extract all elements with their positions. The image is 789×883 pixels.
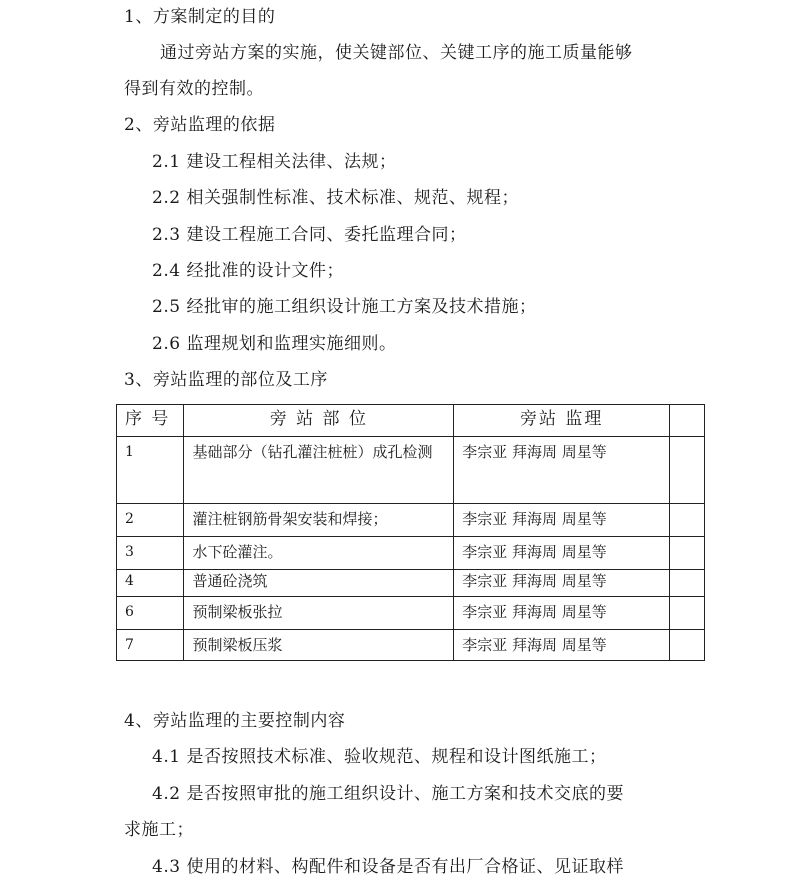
table-row	[117, 504, 705, 537]
section-4-heading: 4、旁站监理的主要控制内容	[124, 711, 346, 731]
table-row	[117, 597, 705, 630]
section-2-item-3: 2.3 建设工程施工合同、委托监理合同；	[152, 225, 467, 245]
section-1-paragraph-line-1: 通过旁站方案的实施，使关键部位、关键工序的施工质量能够	[160, 43, 633, 63]
cell-serial-number: 1	[117, 437, 184, 504]
section-2-item-6: 2.6 监理规划和监理实施细则。	[152, 334, 397, 354]
table-header-row	[117, 405, 705, 437]
cell-extra	[670, 597, 705, 630]
cell-part: 水下砼灌注。	[184, 537, 454, 570]
section-2-heading: 2、旁站监理的依据	[124, 115, 276, 135]
cell-serial-number: 2	[117, 504, 184, 537]
table-row	[117, 537, 705, 570]
section-2-item-5: 2.5 经批审的施工组织设计施工方案及技术措施；	[152, 297, 537, 317]
cell-part: 灌注桩钢筋骨架安装和焊接；	[184, 504, 454, 537]
cell-supervisors: 李宗亚 拜海周 周星等	[454, 570, 670, 597]
cell-extra	[670, 504, 705, 537]
section-4-item-3: 4.3 使用的材料、构配件和设备是否有出厂合格证、见证取样	[152, 857, 624, 877]
section-4-item-2-line-1: 4.2 是否按照审批的施工组织设计、施工方案和技术交底的要	[152, 784, 624, 804]
cell-serial-number: 3	[117, 537, 184, 570]
table-row	[117, 437, 705, 504]
cell-serial-number: 4	[117, 570, 184, 597]
header-serial-number: 序 号	[117, 405, 184, 437]
section-1-heading: 1、方案制定的目的	[124, 7, 276, 27]
section-3-heading: 3、旁站监理的部位及工序	[124, 370, 328, 390]
section-2-item-2: 2.2 相关强制性标准、技术标准、规范、规程；	[152, 188, 519, 208]
section-1-paragraph-line-2: 得到有效的控制。	[124, 79, 264, 99]
cell-extra	[670, 570, 705, 597]
cell-extra	[670, 437, 705, 504]
cell-extra	[670, 537, 705, 570]
section-2-item-1: 2.1 建设工程相关法律、法规；	[152, 152, 397, 172]
section-4-item-1: 4.1 是否按照技术标准、验收规范、规程和设计图纸施工；	[152, 747, 607, 767]
cell-part: 预制梁板张拉	[184, 597, 454, 630]
cell-supervisors: 李宗亚 拜海周 周星等	[454, 504, 670, 537]
cell-supervisors: 李宗亚 拜海周 周星等	[454, 537, 670, 570]
cell-serial-number: 7	[117, 630, 184, 661]
header-supervisors: 旁站 监理	[454, 405, 670, 437]
cell-part: 预制梁板压浆	[184, 630, 454, 661]
cell-part: 普通砼浇筑	[184, 570, 454, 597]
header-part: 旁 站 部 位	[184, 405, 454, 437]
header-extra	[670, 405, 705, 437]
cell-extra	[670, 630, 705, 661]
cell-supervisors: 李宗亚 拜海周 周星等	[454, 597, 670, 630]
supervision-table	[116, 404, 705, 661]
table-row	[117, 630, 705, 661]
cell-part: 基础部分（钻孔灌注桩桩）成孔检测	[184, 437, 454, 504]
table-row	[117, 570, 705, 597]
cell-serial-number: 6	[117, 597, 184, 630]
section-2-item-4: 2.4 经批准的设计文件；	[152, 261, 344, 281]
section-4-item-2-line-2: 求施工；	[124, 820, 194, 840]
cell-supervisors: 李宗亚 拜海周 周星等	[454, 437, 670, 504]
cell-supervisors: 李宗亚 拜海周 周星等	[454, 630, 670, 661]
